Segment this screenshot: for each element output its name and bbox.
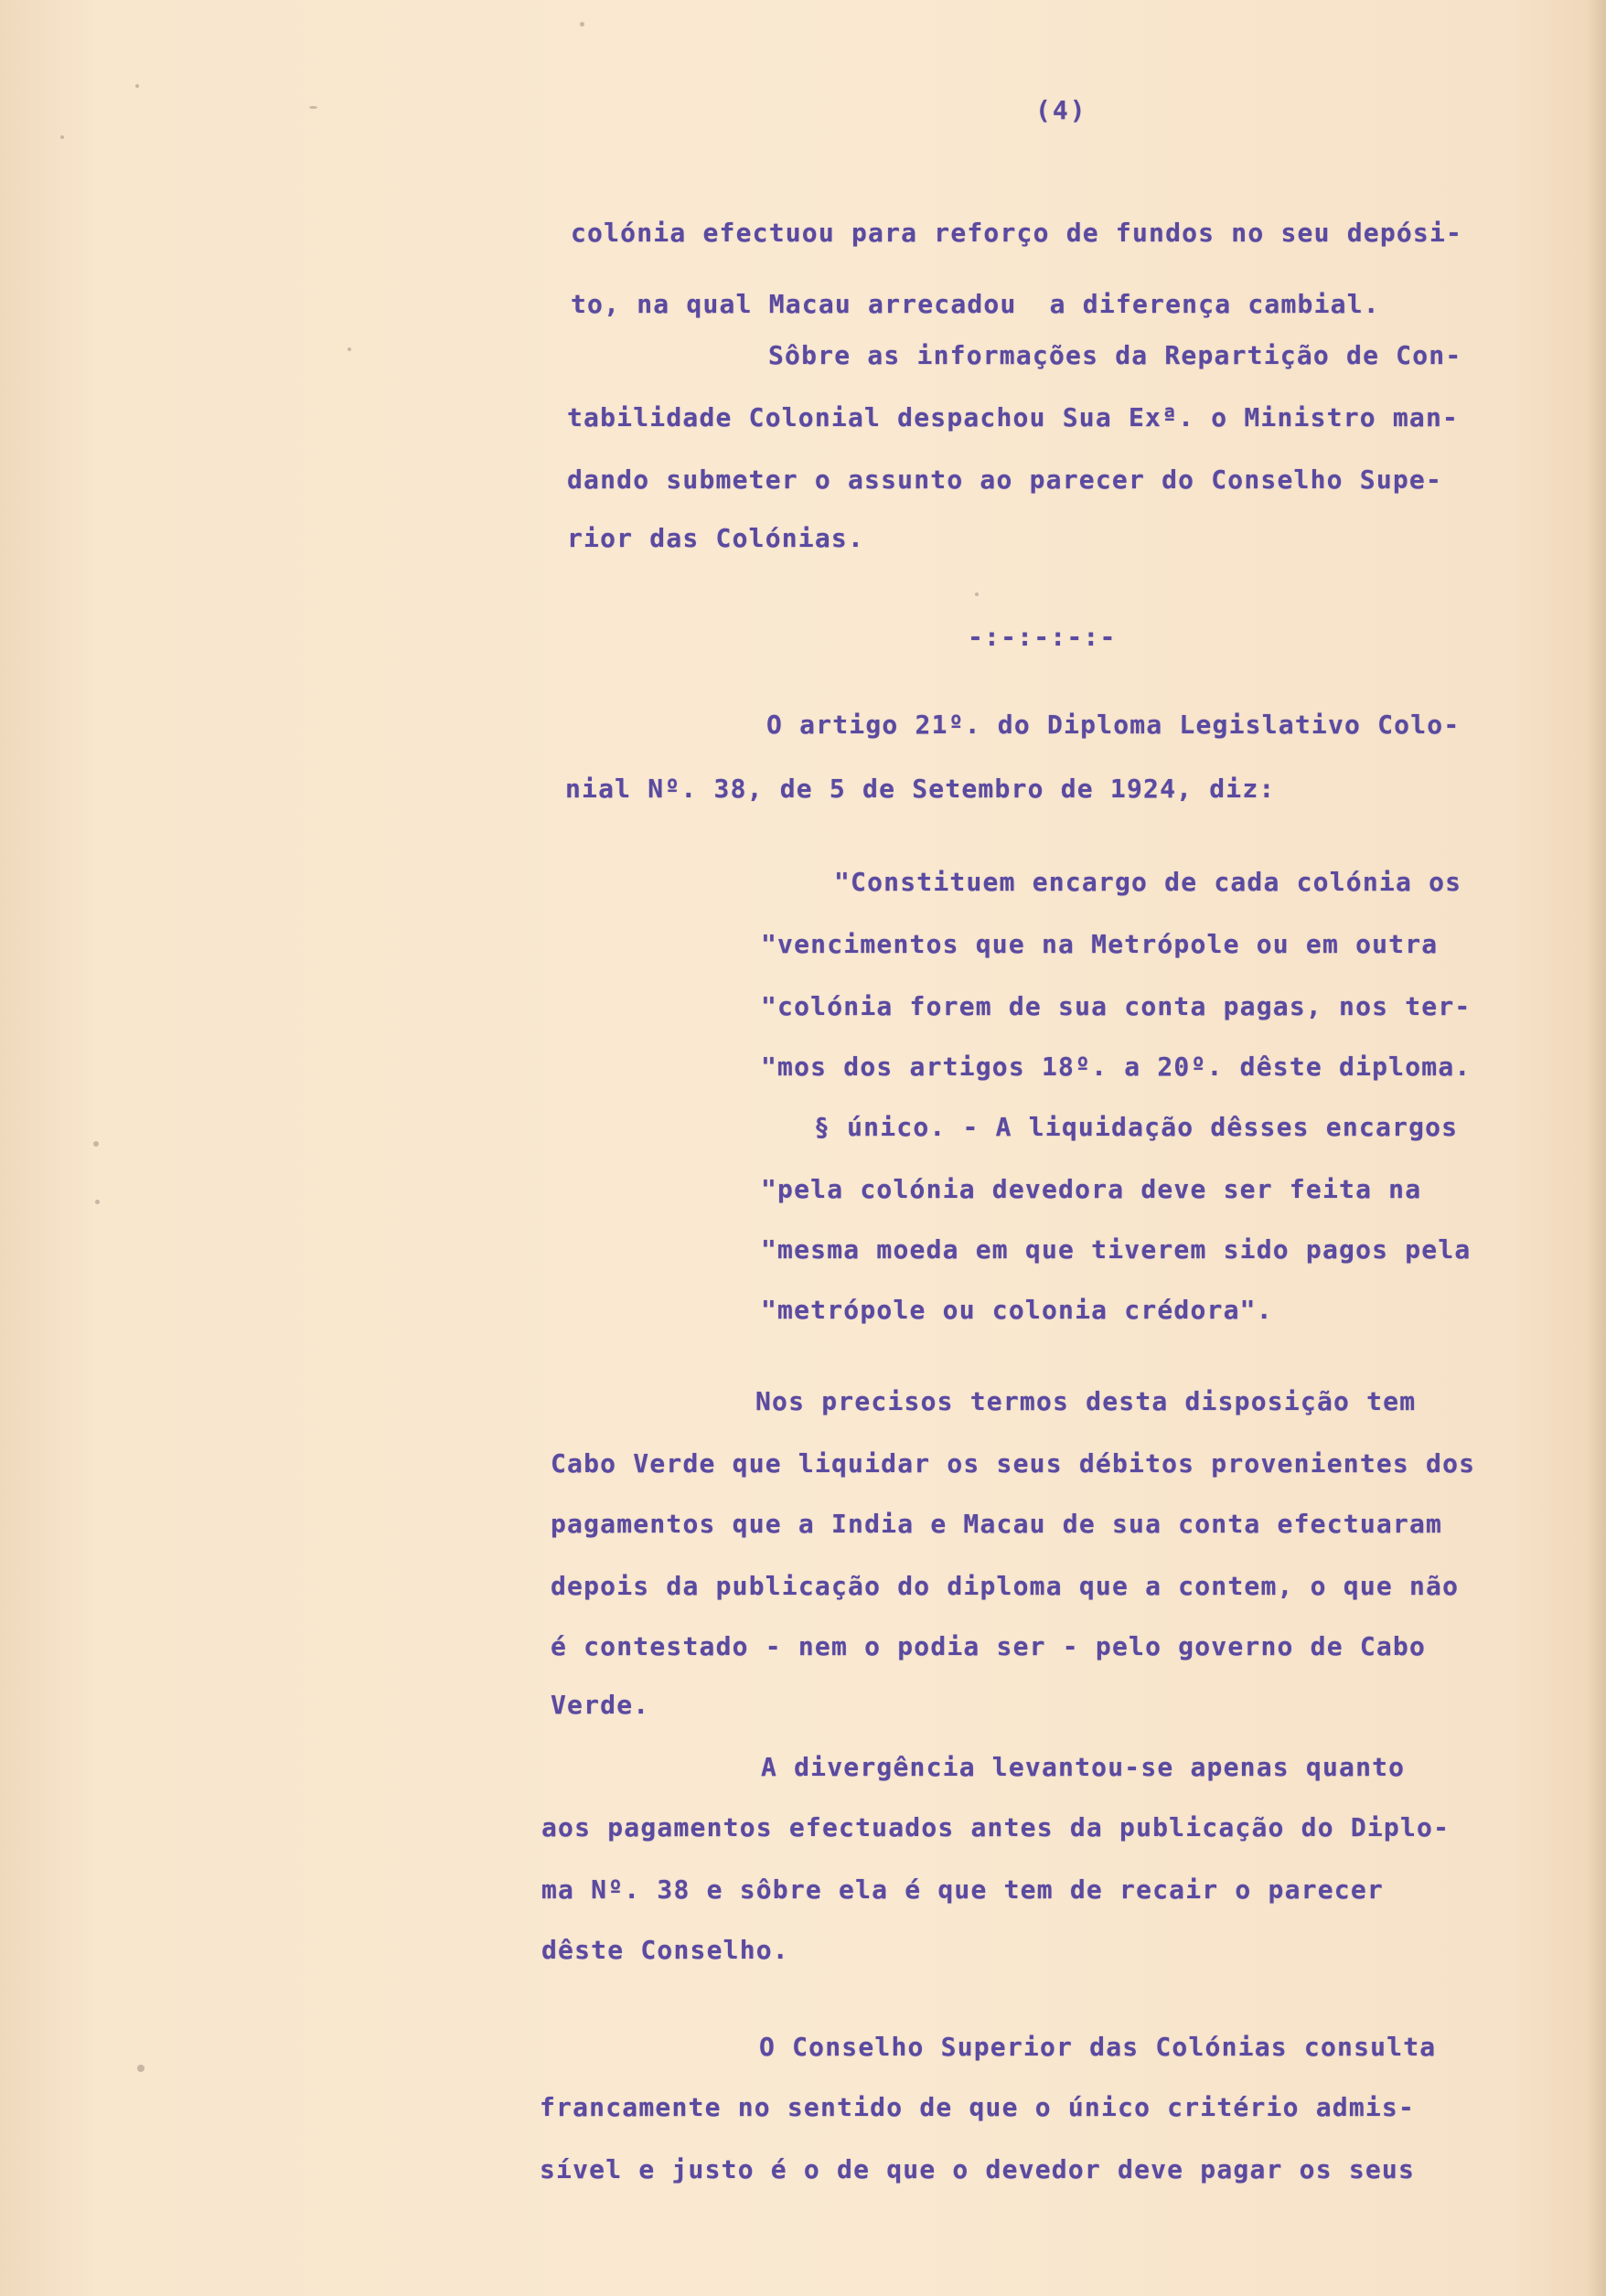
text-line: ma Nº. 38 e sôbre ela é que tem de recair o parecer	[541, 1874, 1384, 1905]
paper-speck	[975, 593, 979, 596]
text-line: dando submeter o assunto ao parecer do Conselho Supe-	[567, 465, 1443, 495]
text-line: Nos precisos termos desta disposição tem	[755, 1386, 1417, 1416]
paper-speck	[137, 2065, 145, 2072]
quote-line: "metrópole ou colonia crédora".	[761, 1295, 1273, 1325]
quote-line: "mos dos artigos 18º. a 20º. dêste diploma.	[761, 1052, 1472, 1082]
text-line: rior das Colónias.	[567, 523, 865, 553]
text-line: dêste Conselho.	[541, 1935, 789, 1965]
text-line: tabilidade Colonial despachou Sua Exª. o Ministro man-	[567, 402, 1460, 433]
text-line: Verde.	[551, 1690, 650, 1720]
text-line: francamente no sentido de que o único critério admis-	[540, 2092, 1416, 2122]
text-line: Cabo Verde que liquidar os seus débitos provenientes dos	[551, 1448, 1476, 1479]
text-line: to, na qual Macau arrecadou a diferença cambial.	[571, 289, 1380, 319]
text-line: é contestado - nem o podia ser - pelo governo de Cabo	[551, 1631, 1427, 1661]
text-line: Sôbre as informações da Repartição de Con-	[768, 340, 1462, 370]
quote-line: "colónia forem de sua conta pagas, nos ter-	[761, 991, 1472, 1021]
quote-line: "vencimentos que na Metrópole ou em outra	[761, 929, 1439, 959]
paper-speck	[60, 135, 64, 139]
text-line: depois da publicação do diploma que a contem, o que não	[551, 1571, 1460, 1601]
paper-speck	[348, 347, 351, 351]
quote-line: "Constituem encargo de cada colónia os	[834, 867, 1462, 897]
page-number: (4)	[1035, 95, 1087, 125]
quote-line: § único. - A liquidação dêsses encargos	[814, 1112, 1459, 1142]
text-line: nial Nº. 38, de 5 de Setembro de 1924, diz:	[565, 774, 1276, 804]
text-line: O artigo 21º. do Diploma Legislativo Colo-	[766, 710, 1461, 740]
paper-speck	[309, 106, 317, 109]
text-line: O Conselho Superior das Colónias consulta	[759, 2032, 1437, 2062]
quote-line: "pela colónia devedora deve ser feita na	[761, 1174, 1422, 1204]
page-edge-shadow	[1586, 0, 1606, 2296]
paper-speck	[135, 84, 139, 88]
paper-speck	[580, 22, 584, 27]
paper-speck	[95, 1200, 100, 1204]
text-line: colónia efectuou para reforço de fundos no seu depósi-	[571, 218, 1463, 248]
section-separator: -:-:-:-:-	[968, 622, 1117, 652]
paper-speck	[93, 1141, 99, 1147]
text-line: aos pagamentos efectuados antes da publicação do Diplo-	[541, 1812, 1451, 1842]
quote-line: "mesma moeda em que tiverem sido pagos pela	[761, 1234, 1472, 1265]
text-line: A divergência levantou-se apenas quanto	[761, 1752, 1406, 1782]
text-line: pagamentos que a India e Macau de sua conta efectuaram	[551, 1509, 1443, 1539]
text-line: sível e justo é o de que o devedor deve pagar os seus	[540, 2154, 1416, 2184]
